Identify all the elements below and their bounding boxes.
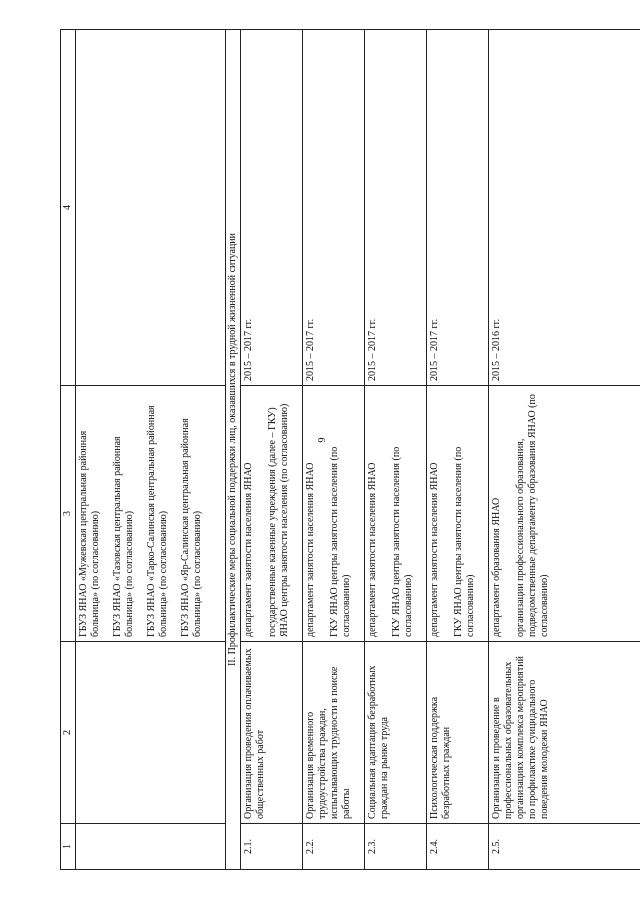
row-executors — [241, 386, 303, 642]
org-1: ГБУЗ ЯНАО «Мужевская центральная районная больница» (по согласованию) — [78, 430, 101, 637]
row-executor-1: департамент образования ЯНАО — [491, 497, 502, 637]
row-executors — [365, 386, 427, 642]
row-executor-1: департамент занятости населения ЯНАО — [243, 462, 254, 637]
row-measure: Психологическая поддержка безработных граждан — [427, 642, 489, 824]
row-period: 2015 – 2016 гг. — [489, 30, 640, 386]
table-row-continued — [76, 30, 226, 870]
rotated-table-wrapper — [60, 30, 640, 870]
row-code: 2.5. — [489, 824, 640, 870]
row-period: 2015 – 2017 гг. — [427, 30, 489, 386]
header-col-4: 4 — [61, 30, 76, 386]
row-measure: Организация временного трудоустройства граждан, испытывающих трудности в поиске работы — [303, 642, 365, 824]
header-col-2: 2 — [61, 642, 76, 824]
row-period: 2015 – 2017 гг. — [241, 30, 303, 386]
table-row — [303, 30, 365, 870]
org-2: ГБУЗ ЯНАО «Тазовская центральная районная больница» (по согласованию) — [112, 436, 135, 637]
row-executor-1: департамент занятости населения ЯНАО — [305, 462, 316, 637]
row-executors — [489, 386, 640, 642]
row-executor-2: ГКУ ЯНАО центры занятости населения (по согласованию) — [391, 446, 414, 637]
table-row — [241, 30, 303, 870]
org-3: ГБУЗ ЯНАО «Тарко-Салинская центральная районная больница» (по согласованию) — [146, 405, 169, 637]
section-title: II. Профилактические меры социальной поддержки лиц, оказавшихся в трудной жизненной ситуации — [226, 30, 241, 870]
row-executor-1: департамент занятости населения ЯНАО — [429, 462, 440, 637]
measures-table — [60, 29, 640, 870]
section-row — [226, 30, 241, 870]
row-executor-1: департамент занятости населения ЯНАО — [367, 462, 378, 637]
row-period: 2015 – 2017 гг. — [365, 30, 427, 386]
row-executor-2: организации профессионального образования, подведомственные департаменту образования ЯНАО (по согласованию) — [515, 394, 550, 637]
cell-executors — [76, 386, 226, 642]
header-row — [61, 30, 76, 870]
row-code: 2.2. — [303, 824, 365, 870]
row-code: 2.3. — [365, 824, 427, 870]
header-col-1: 1 — [61, 824, 76, 870]
row-code: 2.1. — [241, 824, 303, 870]
row-period: 2015 – 2017 гг. — [303, 30, 365, 386]
cell-code — [76, 824, 226, 870]
row-measure: Организация проведения оплачиваемых общественных работ — [241, 642, 303, 824]
row-executor-2: ГКУ ЯНАО центры занятости населения (по согласованию) — [453, 446, 476, 637]
header-col-3: 3 — [61, 386, 76, 642]
table-row — [365, 30, 427, 870]
row-measure: Социальная адаптация безработных граждан на рынке труда — [365, 642, 427, 824]
table-row — [427, 30, 489, 870]
row-code: 2.4. — [427, 824, 489, 870]
row-executors — [427, 386, 489, 642]
table-row — [489, 30, 640, 870]
row-measure: Организация и проведение в профессиональных образовательных организациях комплекса мероприятий по профилактике суицидального поведения молодежи ЯНАО — [489, 642, 640, 824]
page-number: 6 — [315, 437, 326, 443]
row-executor-2: ГКУ ЯНАО центры занятости населения (по согласованию) — [329, 446, 352, 637]
row-executors — [303, 386, 365, 642]
cell-measure — [76, 642, 226, 824]
cell-period — [76, 30, 226, 386]
org-4: ГБУЗ ЯНАО «Яр-Салинская центральная районная больница» (по согласованию) — [180, 418, 203, 637]
row-executor-2: государственные казенные учреждения (далее – ГКУ) ЯНАО центры занятости населения (по согласованию) — [267, 403, 290, 637]
